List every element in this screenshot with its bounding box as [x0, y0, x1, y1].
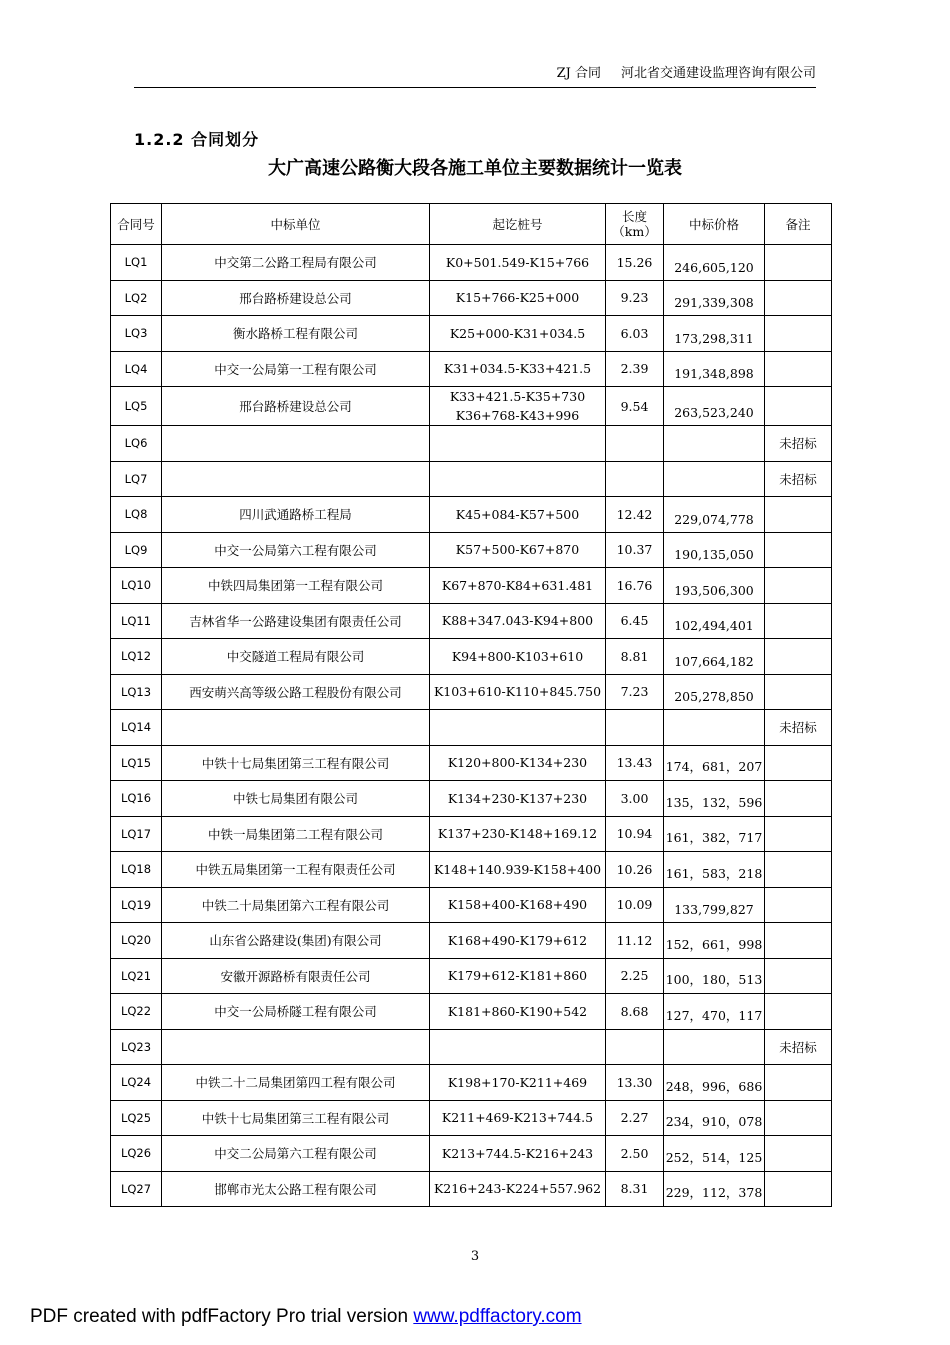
remarks-cell: [765, 887, 832, 923]
bid-price-cell: [664, 710, 765, 746]
table-title: 大广高速公路衡大段各施工单位主要数据统计一览表: [268, 158, 682, 179]
contract-no-cell: LQ3: [111, 316, 162, 352]
table-row: [111, 1136, 832, 1172]
remarks-cell: [765, 316, 832, 352]
contract-no-cell: LQ20: [111, 923, 162, 959]
bid-price-cell: 190,135,050: [664, 532, 765, 568]
length-cell: 10.94: [606, 816, 664, 852]
remarks-cell: [765, 1065, 832, 1101]
length-cell: [606, 461, 664, 497]
length-cell: 2.25: [606, 958, 664, 994]
remarks-cell: 未招标: [765, 1029, 832, 1065]
bid-price-cell: [664, 1029, 765, 1065]
length-cell: 9.54: [606, 387, 664, 426]
table-row: [111, 887, 832, 923]
remarks-cell: [765, 639, 832, 675]
winning-unit-cell: 中交一公局第一工程有限公司: [162, 351, 430, 387]
contract-no-cell: LQ19: [111, 887, 162, 923]
pile-range-line: K33+421.5-K35+730: [449, 389, 586, 404]
pile-range-cell: [430, 461, 606, 497]
length-cell: [606, 710, 664, 746]
bid-price-cell: 246,605,120: [664, 245, 765, 281]
bid-price-cell: 291,339,308: [664, 280, 765, 316]
length-cell: 8.31: [606, 1171, 664, 1207]
doc-code: ZJ 合同: [556, 66, 601, 81]
table-row: [111, 351, 832, 387]
contract-no-cell: LQ10: [111, 568, 162, 604]
pile-range-cell: K94+800-K103+610: [430, 639, 606, 675]
bid-price-cell: 229,074,778: [664, 497, 765, 533]
table-row: [111, 497, 832, 533]
pile-range-cell: K120+800-K134+230: [430, 745, 606, 781]
remarks-cell: [765, 1171, 832, 1207]
contract-no-cell: LQ2: [111, 280, 162, 316]
length-cell: 10.26: [606, 852, 664, 888]
contract-no-cell: LQ7: [111, 461, 162, 497]
pile-range-cell: K45+084-K57+500: [430, 497, 606, 533]
col-header-pile-range: 起讫桩号: [430, 204, 606, 245]
winning-unit-cell: 中交二公局第六工程有限公司: [162, 1136, 430, 1172]
pile-range-cell: K198+170-K211+469: [430, 1065, 606, 1101]
bid-price-cell: 107,664,182: [664, 639, 765, 675]
winning-unit-cell: 邯郸市光太公路工程有限公司: [162, 1171, 430, 1207]
contract-table: [110, 203, 832, 1207]
contract-no-cell: LQ17: [111, 816, 162, 852]
bid-price-cell: 133,799,827: [664, 887, 765, 923]
pile-range-cell: K25+000-K31+034.5: [430, 316, 606, 352]
winning-unit-cell: [162, 1029, 430, 1065]
contract-no-cell: LQ6: [111, 426, 162, 462]
length-cell: 2.50: [606, 1136, 664, 1172]
winning-unit-cell: 邢台路桥建设总公司: [162, 387, 430, 426]
table-row: [111, 816, 832, 852]
winning-unit-cell: 中铁二十局集团第六工程有限公司: [162, 887, 430, 923]
length-cell: [606, 1029, 664, 1065]
winning-unit-cell: 中交一公局第六工程有限公司: [162, 532, 430, 568]
contract-no-cell: LQ25: [111, 1100, 162, 1136]
pile-range-cell: K57+500-K67+870: [430, 532, 606, 568]
table-row: [111, 245, 832, 281]
contract-no-cell: LQ1: [111, 245, 162, 281]
remarks-cell: [765, 351, 832, 387]
winning-unit-cell: 中铁五局集团第一工程有限责任公司: [162, 852, 430, 888]
table-row: [111, 461, 832, 497]
bid-price-cell: 191,348,898: [664, 351, 765, 387]
company-name: 河北省交通建设监理咨询有限公司: [620, 66, 816, 81]
contract-no-cell: LQ15: [111, 745, 162, 781]
table-row: [111, 923, 832, 959]
bid-price-cell: 102,494,401: [664, 603, 765, 639]
length-cell: 15.26: [606, 245, 664, 281]
length-cell: 2.39: [606, 351, 664, 387]
remarks-cell: [765, 923, 832, 959]
length-cell: 6.03: [606, 316, 664, 352]
table-row: [111, 639, 832, 675]
contract-no-cell: LQ26: [111, 1136, 162, 1172]
pdf-footer: [30, 1306, 582, 1328]
pile-range-cell: [430, 387, 606, 426]
length-cell: 6.45: [606, 603, 664, 639]
winning-unit-cell: 中铁二十二局集团第四工程有限公司: [162, 1065, 430, 1101]
col-header-winning-unit: 中标单位: [162, 204, 430, 245]
pile-range-cell: K31+034.5-K33+421.5: [430, 351, 606, 387]
table-row: [111, 568, 832, 604]
remarks-cell: [765, 781, 832, 817]
col-header-contract-no: 合同号: [111, 204, 162, 245]
bid-price-cell: 161，382，717: [664, 816, 765, 852]
pile-range-cell: K213+744.5-K216+243: [430, 1136, 606, 1172]
contract-no-cell: LQ11: [111, 603, 162, 639]
contract-no-cell: LQ9: [111, 532, 162, 568]
table-row: [111, 316, 832, 352]
page-number: 3: [470, 1249, 480, 1264]
pile-range-cell: K15+766-K25+000: [430, 280, 606, 316]
contract-no-cell: LQ8: [111, 497, 162, 533]
length-cell: 16.76: [606, 568, 664, 604]
remarks-cell: [765, 852, 832, 888]
length-cell: 13.30: [606, 1065, 664, 1101]
remarks-cell: [765, 1136, 832, 1172]
table-row: [111, 532, 832, 568]
remarks-cell: [765, 1100, 832, 1136]
col-header-length: 长度（km）: [606, 204, 664, 245]
table-row: [111, 994, 832, 1030]
remarks-cell: [765, 532, 832, 568]
pile-range-cell: K158+400-K168+490: [430, 887, 606, 923]
bid-price-cell: 205,278,850: [664, 674, 765, 710]
page-header: [134, 62, 816, 88]
pile-range-cell: K211+469-K213+744.5: [430, 1100, 606, 1136]
pile-range-cell: K137+230-K148+169.12: [430, 816, 606, 852]
length-cell: [606, 426, 664, 462]
pile-range-line: K36+768-K43+996: [455, 408, 580, 423]
pile-range-cell: K168+490-K179+612: [430, 923, 606, 959]
remarks-cell: 未招标: [765, 461, 832, 497]
winning-unit-cell: [162, 710, 430, 746]
winning-unit-cell: 中铁一局集团第二工程有限公司: [162, 816, 430, 852]
table-row: [111, 1171, 832, 1207]
pile-range-cell: K88+347.043-K94+800: [430, 603, 606, 639]
winning-unit-cell: 中铁十七局集团第三工程有限公司: [162, 1100, 430, 1136]
pile-range-cell: K179+612-K181+860: [430, 958, 606, 994]
pile-range-cell: K181+860-K190+542: [430, 994, 606, 1030]
bid-price-cell: 161，583，218: [664, 852, 765, 888]
table-row: [111, 745, 832, 781]
col-header-bid-price: 中标价格: [664, 204, 765, 245]
pile-range-cell: K0+501.549-K15+766: [430, 245, 606, 281]
remarks-cell: [765, 958, 832, 994]
length-cell: 8.68: [606, 994, 664, 1030]
pile-range-cell: K134+230-K137+230: [430, 781, 606, 817]
bid-price-cell: 173,298,311: [664, 316, 765, 352]
length-cell: 10.09: [606, 887, 664, 923]
table-row: [111, 1100, 832, 1136]
table-header-row: [111, 204, 832, 245]
contract-no-cell: LQ4: [111, 351, 162, 387]
pile-range-cell: [430, 1029, 606, 1065]
remarks-cell: [765, 497, 832, 533]
pile-range-cell: [430, 710, 606, 746]
length-cell: 13.43: [606, 745, 664, 781]
table-row: [111, 781, 832, 817]
table-row: [111, 674, 832, 710]
table-row: [111, 603, 832, 639]
bid-price-cell: 193,506,300: [664, 568, 765, 604]
winning-unit-cell: [162, 461, 430, 497]
remarks-cell: [765, 674, 832, 710]
bid-price-cell: 135，132，596: [664, 781, 765, 817]
col-header-remarks: 备注: [765, 204, 832, 245]
contract-no-cell: LQ24: [111, 1065, 162, 1101]
remarks-cell: [765, 745, 832, 781]
bid-price-cell: 100，180，513: [664, 958, 765, 994]
table-row: [111, 958, 832, 994]
remarks-cell: [765, 603, 832, 639]
winning-unit-cell: [162, 426, 430, 462]
footer-text: PDF created with pdfFactory Pro trial version: [30, 1306, 414, 1327]
length-cell: 10.37: [606, 532, 664, 568]
table-row: [111, 710, 832, 746]
length-cell: 11.12: [606, 923, 664, 959]
remarks-cell: [765, 387, 832, 426]
pile-range-cell: K103+610-K110+845.750: [430, 674, 606, 710]
pile-range-cell: K148+140.939-K158+400: [430, 852, 606, 888]
bid-price-cell: [664, 426, 765, 462]
length-cell: 12.42: [606, 497, 664, 533]
length-cell: 9.23: [606, 280, 664, 316]
winning-unit-cell: 西安萌兴高等级公路工程股份有限公司: [162, 674, 430, 710]
winning-unit-cell: 中交隧道工程局有限公司: [162, 639, 430, 675]
contract-no-cell: LQ21: [111, 958, 162, 994]
length-cell: 8.81: [606, 639, 664, 675]
winning-unit-cell: 安徽开源路桥有限责任公司: [162, 958, 430, 994]
contract-no-cell: LQ22: [111, 994, 162, 1030]
table-row: [111, 1065, 832, 1101]
footer-link[interactable]: www.pdffactory.com: [413, 1306, 582, 1327]
table-row: [111, 426, 832, 462]
winning-unit-cell: 中交一公局桥隧工程有限公司: [162, 994, 430, 1030]
bid-price-cell: [664, 461, 765, 497]
bid-price-cell: 174，681，207: [664, 745, 765, 781]
length-cell: 3.00: [606, 781, 664, 817]
section-heading: 1.2.2 合同划分: [134, 130, 260, 149]
contract-no-cell: LQ18: [111, 852, 162, 888]
contract-no-cell: LQ16: [111, 781, 162, 817]
bid-price-cell: 229，112，378: [664, 1171, 765, 1207]
remarks-cell: [765, 245, 832, 281]
bid-price-cell: 234，910，078: [664, 1100, 765, 1136]
contract-no-cell: LQ12: [111, 639, 162, 675]
contract-no-cell: LQ5: [111, 387, 162, 426]
length-cell: 2.27: [606, 1100, 664, 1136]
winning-unit-cell: 吉林省华一公路建设集团有限责任公司: [162, 603, 430, 639]
contract-no-cell: LQ23: [111, 1029, 162, 1065]
bid-price-cell: 248，996，686: [664, 1065, 765, 1101]
bid-price-cell: 152，661，998: [664, 923, 765, 959]
bid-price-cell: 252，514，125: [664, 1136, 765, 1172]
table-row: [111, 280, 832, 316]
pile-range-cell: [430, 426, 606, 462]
pile-range-cell: K67+870-K84+631.481: [430, 568, 606, 604]
length-cell: 7.23: [606, 674, 664, 710]
bid-price-cell: 127，470，117: [664, 994, 765, 1030]
table-row: [111, 852, 832, 888]
winning-unit-cell: 衡水路桥工程有限公司: [162, 316, 430, 352]
winning-unit-cell: 邢台路桥建设总公司: [162, 280, 430, 316]
remarks-cell: [765, 994, 832, 1030]
table-row: [111, 1029, 832, 1065]
remarks-cell: [765, 568, 832, 604]
winning-unit-cell: 中铁七局集团有限公司: [162, 781, 430, 817]
remarks-cell: [765, 280, 832, 316]
contract-no-cell: LQ27: [111, 1171, 162, 1207]
bid-price-cell: 263,523,240: [664, 387, 765, 426]
contract-no-cell: LQ13: [111, 674, 162, 710]
winning-unit-cell: 山东省公路建设(集团)有限公司: [162, 923, 430, 959]
winning-unit-cell: 四川武通路桥工程局: [162, 497, 430, 533]
remarks-cell: [765, 816, 832, 852]
remarks-cell: 未招标: [765, 710, 832, 746]
remarks-cell: 未招标: [765, 426, 832, 462]
winning-unit-cell: 中交第二公路工程局有限公司: [162, 245, 430, 281]
contract-no-cell: LQ14: [111, 710, 162, 746]
table-row: [111, 387, 832, 426]
winning-unit-cell: 中铁十七局集团第三工程有限公司: [162, 745, 430, 781]
winning-unit-cell: 中铁四局集团第一工程有限公司: [162, 568, 430, 604]
pile-range-cell: K216+243-K224+557.962: [430, 1171, 606, 1207]
